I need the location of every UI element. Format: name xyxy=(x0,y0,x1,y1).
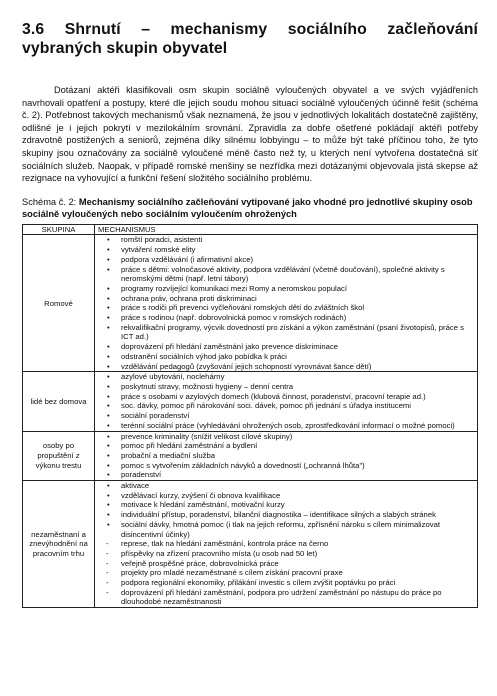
mechanism-item: • sociální dávky, hmotná pomoc (i tlak na jejich reformu, zpřísnění nároku s cílem minimalizovat disincentivní účinky) xyxy=(99,520,474,539)
mechanism-item: • pomoc s vytvořením základních návyků a dovedností („ochranná lhůta") xyxy=(99,461,474,471)
mechanism-list xyxy=(99,432,474,481)
mechanism-item: • odstranění sociálních výhod jako pobídka k práci xyxy=(99,352,474,362)
mechanism-item: • sociální poradenství xyxy=(99,411,474,421)
mechanism-item: • vzdělávací kurzy, zvýšení či obnova kvalifikace xyxy=(99,491,474,501)
mechanism-cell xyxy=(95,235,478,372)
mechanism-item: • rekvalifikační programy, výcvik dovedností pro získání a výkon zaměstnání (psaní životopisů, práce s ICT ad.) xyxy=(99,323,474,342)
mechanisms-table xyxy=(22,224,478,608)
mechanism-cell xyxy=(95,431,478,481)
group-cell: osoby po propuštění z výkonu trestu xyxy=(23,431,95,481)
group-cell: lidé bez domova xyxy=(23,372,95,431)
mechanism-item: • terénní sociální práce (vyhledávání ohrožených osob, zprostředkování informací o možné pomoci) xyxy=(99,421,474,431)
mechanism-item: - projekty pro mladé nezaměstnané s cílem získání pracovní praxe xyxy=(99,568,474,578)
mechanism-item: • poradenství xyxy=(99,470,474,480)
mechanism-item: • práce s osobami v azylových domech (klubová činnost, poradenství, pracovní terapie ad.) xyxy=(99,392,474,402)
mechanism-item: - příspěvky na zřízení pracovního místa (u osob nad 50 let) xyxy=(99,549,474,559)
mechanism-item: • poskytnutí stravy, možnosti hygieny – denní centra xyxy=(99,382,474,392)
mechanism-item: • aktivace xyxy=(99,481,474,491)
table-header-row xyxy=(23,224,478,235)
mechanism-list xyxy=(99,372,474,430)
mechanism-item: • práce s dětmi: volnočasové aktivity, podpora vzdělávání (včetně doučování), společné aktivity s neromskými dětmi (např. letní tábory) xyxy=(99,265,474,284)
mechanism-item: • programy rozvíjející komunikaci mezi Romy a neromskou populací xyxy=(99,284,474,294)
mechanism-item: - podpora regionální ekonomiky, přilákání investic s cílem zvýšit poptávku po práci xyxy=(99,578,474,588)
section-heading: 3.6 Shrnutí – mechanismy sociálního začleňování vybraných skupin obyvatel xyxy=(22,21,478,57)
mechanism-item: • práce s rodiči při prevenci vyčleňování romských dětí do zvláštních škol xyxy=(99,303,474,313)
column-header-group: SKUPINA xyxy=(23,224,95,235)
mechanism-cell xyxy=(95,481,478,608)
mechanism-cell xyxy=(95,372,478,431)
group-cell: Romové xyxy=(23,235,95,372)
table-caption xyxy=(22,196,478,220)
mechanism-item: • prevence kriminality (snížit velikost cílové skupiny) xyxy=(99,432,474,442)
mechanism-item: • soc. dávky, pomoc při nárokování soci. dávek, pomoc při jednání s úřadya institucemi xyxy=(99,401,474,411)
mechanism-item: • vytváření romské elity xyxy=(99,245,474,255)
mechanism-item: • doprovázení při hledání zaměstnání jako prevence diskriminace xyxy=(99,342,474,352)
mechanism-item: • práce s rodinou (např. dobrovolnická pomoc v romských rodinách) xyxy=(99,313,474,323)
intro-paragraph: Dotázaní aktéři klasifikovali osm skupin sociálně vyloučených obyvatel a ve svých vyjádřeních navrhovali opatření a postupy, které dle jejich soudu mohou situaci sociálně vyloučených účinně řešit (schéma č. 2). Potřebnost takových mechanismů však neznamená, že jsou v jednotlivých lokalitách dostatečně zajištěny, odlišné je i jejich pokrytí v mezilokálním srovnání. Zpravidla za dobře ošetřené pokládají aktéři potřeby zdravotně postižených a seniorů, zejména díky silnému lobbyingu – to může být také příčinou toho, že tyto skupiny jsou označovány za sociálně vyloučené méně často než ty, u kterých není vytvořena dostatečná síť sociálních služeb. Naopak, v případě romské menšiny se nezřídka mezi dotázanými objevovala jistá skepse až rezignace na vyhovující a funkční řešení složitého sociálního problému. xyxy=(22,85,478,184)
table-row xyxy=(23,431,478,481)
mechanism-item: • vzdělávání pedagogů (zvyšování jejich schopností vyrovnávat šance dětí) xyxy=(99,362,474,372)
document-page xyxy=(22,20,478,608)
column-header-mechanism: MECHANISMUS xyxy=(95,224,478,235)
mechanism-item: • azylové ubytování, noclehárny xyxy=(99,372,474,382)
mechanism-item: • pomoc při hledání zaměstnání a bydlení xyxy=(99,441,474,451)
mechanism-item: • motivace k hledání zaměstnání, motivační kurzy xyxy=(99,500,474,510)
table-row xyxy=(23,372,478,431)
group-cell: nezaměstnaní a znevýhodnění na pracovním trhu xyxy=(23,481,95,608)
mechanism-list xyxy=(99,235,474,371)
mechanism-item: • probační a mediační služba xyxy=(99,451,474,461)
mechanism-list xyxy=(99,481,474,607)
mechanism-item: • romští poradci, asistenti xyxy=(99,235,474,245)
mechanism-item: - veřejně prospěšné práce, dobrovolnická práce xyxy=(99,559,474,569)
table-row xyxy=(23,481,478,608)
caption-title: Mechanismy sociálního začleňování vytipované jako vhodné pro jednotlivé skupiny osob sociálně vyloučených nebo sociálním vyloučením ohrožených xyxy=(22,196,473,219)
mechanism-item: • podpora vzdělávání (i afirmativní akce) xyxy=(99,255,474,265)
mechanism-item: - represe, tlak na hledání zaměstnání, kontrola práce na černo xyxy=(99,539,474,549)
mechanism-item: • ochrana práv, ochrana proti diskriminaci xyxy=(99,294,474,304)
mechanism-item: • individuální přístup, poradenství, bilanční diagnostika – identifikace silných a slabých stránek xyxy=(99,510,474,520)
mechanism-item: - doprovázení při hledání zaměstnání, podpora pro udržení zaměstnání po nástupu do práce po dlouhodobé nezaměstnanosti xyxy=(99,588,474,607)
caption-label: Schéma č. 2: xyxy=(22,196,77,207)
table-row xyxy=(23,235,478,372)
